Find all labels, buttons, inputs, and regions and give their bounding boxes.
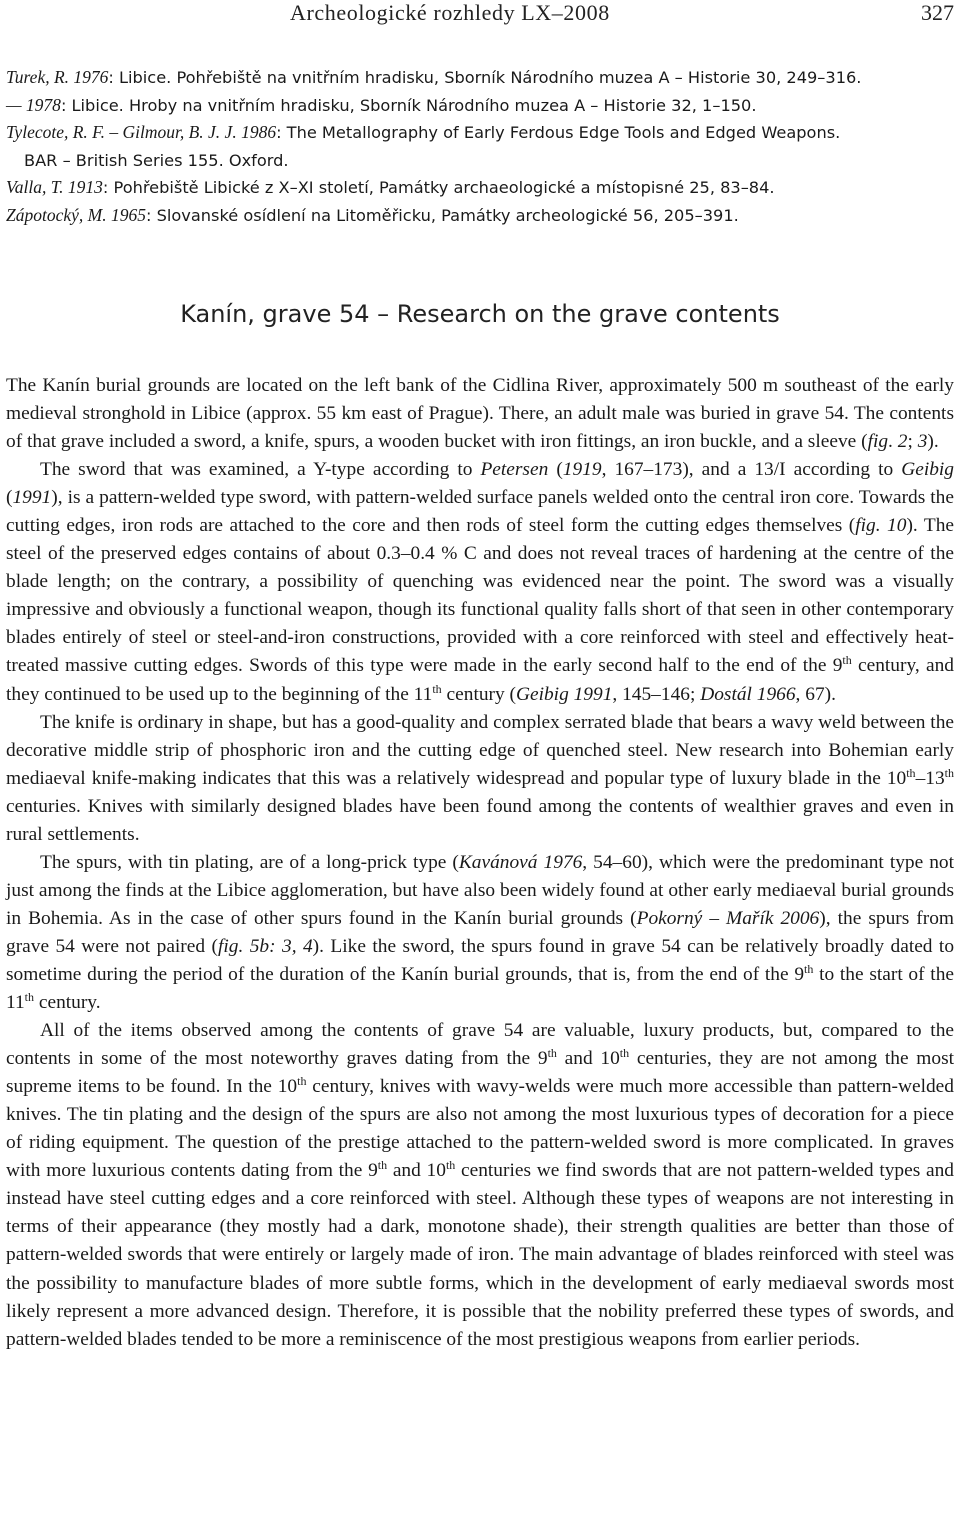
paragraph: The sword that was examined, a Y-type according to Petersen (1919, 167–173), and a 13/I according to Geibig (1991), is a pattern-welded type sword, with pattern-welded surface panels welded onto the central iron core. Towards the cutting edges, iron rods are attached to the core and then rods of steel form the cutting edges themselves (fig. 10). The steel of the preserved edges contains of about 0.3–0.4 % C and does not reveal traces of hardening at the centre of the blade length; on the contrary, a possibility of quenching was evidenced near the point. The sword was a visually impressive and obviously a functional weapon, though its functional quality falls short of that seen in other contemporary blades entirely of steel or steel-and-iron constructions, provided with a core reinforced with steel and effectively heat-treated massive cutting edges. Swords of this type were made in the early second half to the end of the 9th century, and they continued to be used up to the beginning of the 11th century (Geibig 1991, 145–146; Dostál 1966, 67).: [6, 459, 955, 705]
article-body: [6, 372, 954, 1354]
reference-text: : Libice. Pohřebiště na vnitřním hradisku, Sborník Národního muzea A – Historie 30, 249–316.: [108, 68, 862, 87]
reference-item: [6, 202, 956, 230]
reference-author: Zápotocký, M. 1965: [6, 204, 146, 225]
section-title: Kanín, grave 54 – Research on the grave contents: [180, 300, 780, 328]
reference-author: Tylecote, R. F. – Gilmour, B. J. J. 1986: [6, 122, 277, 143]
paragraph: The Kanín burial grounds are located on the left bank of the Cidlina River, approximately 500 m southeast of the early medieval stronghold in Libice (approx. 55 km east of Prague). There, an adult male was buried in grave 54. The contents of that grave included a sword, a knife, spurs, a wooden bucket with iron fittings, an iron buckle, and a sleeve (fig. 2; 3).: [6, 375, 954, 453]
reference-author: Valla, T. 1913: [6, 177, 103, 198]
reference-text: : The Metallography of Early Ferdous Edge Tools and Edged Weapons.: [276, 123, 841, 143]
reference-text: : Libice. Hroby na vnitřním hradisku, Sborník Národního muzea A – Historie 32, 1–150.: [60, 95, 757, 115]
reference-list: [6, 64, 956, 230]
reference-text: BAR – British Series 155. Oxford.: [24, 150, 289, 170]
page-header: [0, 0, 960, 40]
journal-title: Archeologické rozhledy LX–2008: [290, 0, 610, 25]
reference-item: [6, 64, 956, 92]
reference-author: — 1978: [6, 94, 61, 115]
reference-item: [6, 174, 956, 202]
paragraph: All of the items observed among the contents of grave 54 are valuable, luxury products, but, compared to the contents in some of the most noteworthy graves dating from the 9th and 10th centuries, they are not among the most supreme items to be found. In the 10th century, knives with wavy-welds were much more accessible than pattern-welded knives. The tin plating and the design of the spurs are also not among the most luxurious types of decoration for a piece of riding equipment. The question of the prestige attached to the pattern-welded sword is more complicated. In graves with more luxurious contents dating from the 9th and 10th centuries we find swords that are not pattern-welded types and instead have steel cutting edges and a core reinforced with steel. Although these types of weapons are not interesting in terms of their appearance (they mostly had a dark, monotone shade), their strength qualities are better than those of pattern-welded swords that were entirely or largely made of iron. The main advantage of blades reinforced with steel was the possibility to manufacture blades of more subtle forms, which in the development of early mediaeval swords most likely represent a more advanced design. Therefore, it is possible that the nobility preferred these types of swords, and pattern-welded blades tended to be more a reminiscence of the most prestigious weapons from earlier periods.: [6, 1020, 955, 1350]
page-number: 327: [921, 0, 954, 25]
reference-text: : Slovanské osídlení na Litoměřicku, Památky archeologické 56, 205–391.: [145, 205, 739, 225]
paragraph: The spurs, with tin plating, are of a long-prick type (Kavánová 1976, 54–60), which were the predominant type not just among the finds at the Libice agglomeration, but have also been widely found at other early mediaeval burial grounds in Bohemia. As in the case of other spurs found in the Kanín burial grounds (Pokorný – Mařík 2006), the spurs from grave 54 were not paired (fig. 5b: 3, 4). Like the sword, the spurs found in grave 54 can be relatively broadly dated to sometime during the period of the duration of the Kanín burial grounds, that is, from the end of the 9th to the start of the 11th century.: [6, 851, 955, 1014]
paragraph: The knife is ordinary in shape, but has a good-quality and complex serrated blade that bears a wavy weld between the decorative middle strip of phosphoric iron and the cutting edge of quenched steel. New research into Bohemian early mediaeval knife-making indicates that this was a relatively widespread and popular type of luxury blade in the 10th–13th centuries. Knives with similarly designed blades have been found among the contents of wealthier graves and even in rural settlements.: [6, 711, 954, 845]
reference-item: [6, 92, 956, 120]
reference-item-continuation: [6, 147, 956, 175]
reference-text: : Pohřebiště Libické z X–XI století, Památky archaeologické a místopisné 25, 83–84.: [102, 178, 775, 198]
reference-author: Turek, R. 1976: [6, 67, 109, 87]
reference-item: [6, 119, 956, 147]
